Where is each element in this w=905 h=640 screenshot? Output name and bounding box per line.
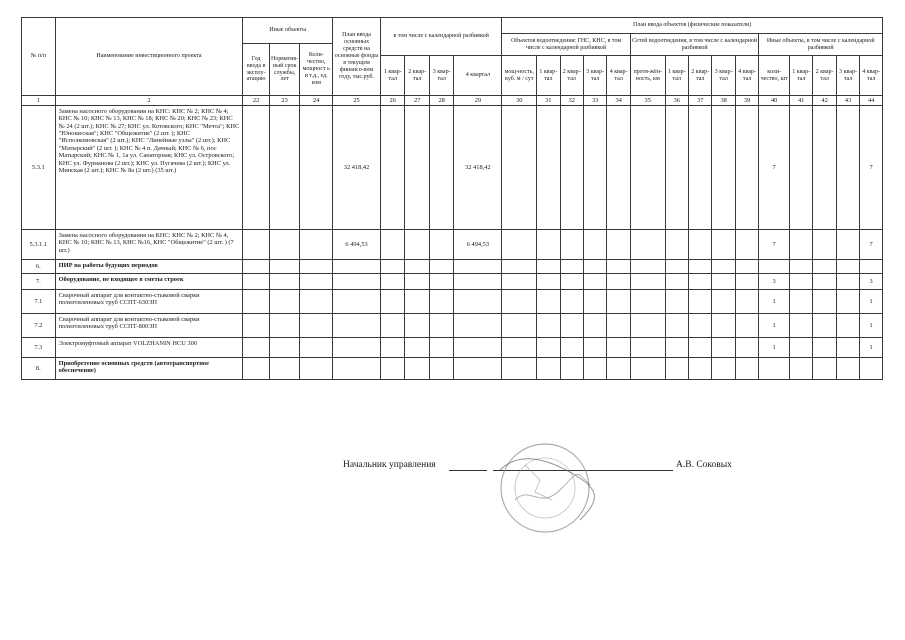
header-nq1: 1 квар-тал xyxy=(665,56,688,96)
empty-cell xyxy=(405,260,429,274)
empty-cell xyxy=(300,358,333,380)
row-object-count: 1 xyxy=(759,338,790,358)
empty-cell xyxy=(300,274,333,290)
empty-cell xyxy=(630,290,665,314)
empty-cell xyxy=(502,260,537,274)
empty-cell xyxy=(583,230,606,260)
empty-cell xyxy=(502,274,537,290)
empty-cell xyxy=(665,314,688,338)
empty-cell xyxy=(269,274,300,290)
empty-cell xyxy=(789,274,812,290)
table-row xyxy=(22,274,883,290)
empty-cell xyxy=(429,106,453,230)
empty-cell xyxy=(583,106,606,230)
colnum: 32 xyxy=(560,96,583,106)
empty-cell xyxy=(836,230,859,260)
header-quantity: Коли-чество, мощност ь и т.д., ед. изм xyxy=(300,44,333,96)
row-object-q4 xyxy=(860,260,883,274)
empty-cell xyxy=(243,338,270,358)
empty-cell xyxy=(712,358,735,380)
empty-cell xyxy=(300,230,333,260)
colnum: 36 xyxy=(665,96,688,106)
empty-cell xyxy=(502,314,537,338)
empty-cell xyxy=(429,260,453,274)
row-object-count: 1 xyxy=(759,290,790,314)
empty-cell xyxy=(813,260,836,274)
empty-cell xyxy=(688,314,711,338)
row-object-count: 1 xyxy=(759,314,790,338)
empty-cell xyxy=(665,106,688,230)
empty-cell xyxy=(429,230,453,260)
empty-cell xyxy=(735,260,758,274)
empty-cell xyxy=(269,106,300,230)
empty-cell xyxy=(300,314,333,338)
colnum: 40 xyxy=(759,96,790,106)
row-plan-funds xyxy=(333,290,381,314)
empty-cell xyxy=(243,314,270,338)
empty-cell xyxy=(665,290,688,314)
empty-cell xyxy=(735,274,758,290)
empty-cell xyxy=(502,338,537,358)
header-networks: Сетей водоотведения, в том числе с календарной разбивкой xyxy=(630,34,758,56)
row-object-count: 3 xyxy=(759,274,790,290)
colnum: 25 xyxy=(333,96,381,106)
row-number: 7.3 xyxy=(22,338,56,358)
row-number: 7. xyxy=(22,274,56,290)
empty-cell xyxy=(583,338,606,358)
row-q4-funds xyxy=(454,290,502,314)
column-number-row xyxy=(22,96,883,106)
empty-cell xyxy=(665,274,688,290)
colnum: 33 xyxy=(583,96,606,106)
empty-cell xyxy=(712,260,735,274)
empty-cell xyxy=(630,106,665,230)
empty-cell xyxy=(813,274,836,290)
empty-cell xyxy=(269,338,300,358)
empty-cell xyxy=(269,290,300,314)
empty-cell xyxy=(712,290,735,314)
header-q4: 4 квартал xyxy=(454,56,502,96)
colnum: 42 xyxy=(813,96,836,106)
empty-cell xyxy=(502,358,537,380)
header-nq3: 3 квар-тал xyxy=(712,56,735,96)
empty-cell xyxy=(607,358,630,380)
colnum: 24 xyxy=(300,96,333,106)
empty-cell xyxy=(630,314,665,338)
empty-cell xyxy=(537,290,560,314)
empty-cell xyxy=(712,338,735,358)
empty-cell xyxy=(712,230,735,260)
row-project-name: Сварочный аппарат для контактно-стыковой сварки полиэтиленовых труб ССПТ-800ЭП xyxy=(55,314,243,338)
empty-cell xyxy=(405,290,429,314)
colnum: 23 xyxy=(269,96,300,106)
colnum: 1 xyxy=(22,96,56,106)
empty-cell xyxy=(688,358,711,380)
row-number: 8. xyxy=(22,358,56,380)
row-project-name: Оборудование, не входящее в сметы строек xyxy=(55,274,243,290)
row-project-name: Сварочный аппарат для контактно-стыковой сварки полиэтиленовых труб ССПТ-630ЭП xyxy=(55,290,243,314)
empty-cell xyxy=(405,358,429,380)
empty-cell xyxy=(836,260,859,274)
empty-cell xyxy=(405,338,429,358)
empty-cell xyxy=(502,106,537,230)
empty-cell xyxy=(836,290,859,314)
header-oq4: 4 квар-тал xyxy=(860,56,883,96)
row-object-q4: 1 xyxy=(860,290,883,314)
header-q3: 3 квар-тал xyxy=(429,56,453,96)
empty-cell xyxy=(560,230,583,260)
colnum: 30 xyxy=(502,96,537,106)
row-q4-funds xyxy=(454,314,502,338)
empty-cell xyxy=(429,358,453,380)
empty-cell xyxy=(537,260,560,274)
empty-cell xyxy=(560,338,583,358)
empty-cell xyxy=(836,274,859,290)
empty-cell xyxy=(607,260,630,274)
colnum: 31 xyxy=(537,96,560,106)
row-q4-funds xyxy=(454,274,502,290)
empty-cell xyxy=(243,230,270,260)
header-project-name: Наименование инвестиционного проекта xyxy=(55,18,243,96)
empty-cell xyxy=(502,230,537,260)
row-object-count: 7 xyxy=(759,230,790,260)
empty-cell xyxy=(789,290,812,314)
empty-cell xyxy=(789,358,812,380)
empty-cell xyxy=(607,106,630,230)
row-plan-funds: 6 494,53 xyxy=(333,230,381,260)
empty-cell xyxy=(381,260,405,274)
row-object-count xyxy=(759,260,790,274)
empty-cell xyxy=(688,106,711,230)
empty-cell xyxy=(405,230,429,260)
empty-cell xyxy=(537,274,560,290)
empty-cell xyxy=(836,358,859,380)
empty-cell xyxy=(665,358,688,380)
empty-cell xyxy=(537,230,560,260)
header-gq2: 2 квар-тал xyxy=(560,56,583,96)
row-object-q4 xyxy=(860,358,883,380)
empty-cell xyxy=(688,338,711,358)
header-q1: 1 квар-тал xyxy=(381,56,405,96)
empty-cell xyxy=(405,274,429,290)
row-number: 5.3.1 xyxy=(22,106,56,230)
table-row xyxy=(22,358,883,380)
empty-cell xyxy=(688,260,711,274)
empty-cell xyxy=(735,358,758,380)
empty-cell xyxy=(583,314,606,338)
empty-cell xyxy=(630,358,665,380)
row-plan-funds xyxy=(333,260,381,274)
empty-cell xyxy=(583,274,606,290)
empty-cell xyxy=(269,314,300,338)
empty-cell xyxy=(560,106,583,230)
row-q4-funds xyxy=(454,358,502,380)
header-year-in: Год ввода в эксплу-атацию xyxy=(243,44,270,96)
row-q4-funds xyxy=(454,338,502,358)
header-num: № п/п xyxy=(22,18,56,96)
empty-cell xyxy=(813,358,836,380)
empty-cell xyxy=(537,314,560,338)
header-other-objects: Иные объекты xyxy=(243,18,333,44)
header-capacity: мощ-ность, куб. м / сут xyxy=(502,56,537,96)
row-plan-funds xyxy=(333,314,381,338)
empty-cell xyxy=(381,290,405,314)
empty-cell xyxy=(583,290,606,314)
header-nq4: 4 квар-тал xyxy=(735,56,758,96)
empty-cell xyxy=(583,358,606,380)
official-stamp xyxy=(480,430,610,540)
empty-cell xyxy=(583,260,606,274)
colnum: 39 xyxy=(735,96,758,106)
empty-cell xyxy=(381,230,405,260)
row-project-name: Электромуфтовый аппарат VOLZHANIN HCU 300 xyxy=(55,338,243,358)
empty-cell xyxy=(537,338,560,358)
header-incl-quarterly: в том числе с календарной разбивкой xyxy=(381,18,502,56)
empty-cell xyxy=(836,338,859,358)
row-number: 7.2 xyxy=(22,314,56,338)
colnum: 26 xyxy=(381,96,405,106)
empty-cell xyxy=(630,230,665,260)
empty-cell xyxy=(813,338,836,358)
investment-table xyxy=(21,17,883,380)
empty-cell xyxy=(789,314,812,338)
empty-cell xyxy=(607,338,630,358)
colnum: 37 xyxy=(688,96,711,106)
empty-cell xyxy=(243,260,270,274)
empty-cell xyxy=(381,358,405,380)
empty-cell xyxy=(630,260,665,274)
empty-cell xyxy=(735,314,758,338)
empty-cell xyxy=(405,314,429,338)
header-gq1: 1 квар-тал xyxy=(537,56,560,96)
empty-cell xyxy=(300,338,333,358)
empty-cell xyxy=(560,260,583,274)
colnum: 35 xyxy=(630,96,665,106)
empty-cell xyxy=(381,338,405,358)
header-oq1: 1 квар-тал xyxy=(789,56,812,96)
empty-cell xyxy=(836,314,859,338)
row-plan-funds xyxy=(333,274,381,290)
colnum: 22 xyxy=(243,96,270,106)
empty-cell xyxy=(688,274,711,290)
empty-cell xyxy=(735,106,758,230)
empty-cell xyxy=(735,338,758,358)
row-q4-funds: 6 494,53 xyxy=(454,230,502,260)
empty-cell xyxy=(789,106,812,230)
empty-cell xyxy=(429,290,453,314)
empty-cell xyxy=(560,274,583,290)
row-q4-funds xyxy=(454,260,502,274)
empty-cell xyxy=(537,106,560,230)
empty-cell xyxy=(789,338,812,358)
header-count: коли-чество, шт xyxy=(759,56,790,96)
empty-cell xyxy=(735,290,758,314)
empty-cell xyxy=(381,106,405,230)
empty-cell xyxy=(688,290,711,314)
empty-cell xyxy=(607,274,630,290)
row-plan-funds: 32 418,42 xyxy=(333,106,381,230)
empty-cell xyxy=(381,274,405,290)
empty-cell xyxy=(560,290,583,314)
empty-cell xyxy=(300,260,333,274)
header-gq3: 3 квар-тал xyxy=(583,56,606,96)
empty-cell xyxy=(789,230,812,260)
empty-cell xyxy=(630,274,665,290)
empty-cell xyxy=(560,358,583,380)
row-project-name: Замена насосного оборудования на КНС: КНС № 2; КНС № 4, КНС № 10; КНС № 13, КНС №16, КНС "Общежитие" (2 шт. ) (7 шт.) xyxy=(55,230,243,260)
row-object-q4: 7 xyxy=(860,230,883,260)
empty-cell xyxy=(429,274,453,290)
header-oq3: 3 квар-тал xyxy=(836,56,859,96)
colnum: 28 xyxy=(429,96,453,106)
row-number: 5.3.1.1 xyxy=(22,230,56,260)
header-other-obj-plan: Иные объекты, в том числе с календарной разбивкой xyxy=(759,34,883,56)
empty-cell xyxy=(405,106,429,230)
row-object-count: 7 xyxy=(759,106,790,230)
empty-cell xyxy=(269,358,300,380)
empty-cell xyxy=(813,106,836,230)
empty-cell xyxy=(665,230,688,260)
empty-cell xyxy=(429,338,453,358)
row-plan-funds xyxy=(333,358,381,380)
row-number: 7.1 xyxy=(22,290,56,314)
empty-cell xyxy=(537,358,560,380)
empty-cell xyxy=(300,106,333,230)
empty-cell xyxy=(688,230,711,260)
empty-cell xyxy=(560,314,583,338)
empty-cell xyxy=(381,314,405,338)
header-q2: 2 квар-тал xyxy=(405,56,429,96)
row-object-q4: 7 xyxy=(860,106,883,230)
row-number: 6. xyxy=(22,260,56,274)
table-row xyxy=(22,290,883,314)
header-oq2: 2 квар-тал xyxy=(813,56,836,96)
row-q4-funds: 32 418,42 xyxy=(454,106,502,230)
colnum: 2 xyxy=(55,96,243,106)
row-project-name: Замена насосного оборудования на КНС: КНС № 2; КНС № 4; КНС № 10; КНС № 13, КНС № 18; КНС № 20; КНС № 23; КНС № 24 (2 шт.); КНС № 27; КНС ул. Котовского; КНС "Мечта"; КНС "Юношеская"; КНС "Общежитие" (2 шт. ); КНС "Исполкомовская" (2 шт.); КНС "Линейные узлы" (2 шт.); КНС "Матырский" (2 шт. ); КНС № 4 п. Дачный; КНС № 6, пос Матырский; КНС № 1, 1а ул. Санаторная; КНС ул. Островского; КНС ул. Фурманова (2 шт.); КНС ул. Пугачева (2 шт.); КНС ул. Минская (2 шт.); КНС № 8а (2 шт.) (35 шт.) xyxy=(55,106,243,230)
empty-cell xyxy=(243,106,270,230)
row-project-name: Приобретение основных средств (автотранспортное обеспечение) xyxy=(55,358,243,380)
empty-cell xyxy=(789,260,812,274)
header-length: протя-жён-ность, км xyxy=(630,56,665,96)
empty-cell xyxy=(300,290,333,314)
signature-name: А.В. Соковых xyxy=(676,460,732,470)
empty-cell xyxy=(665,338,688,358)
header-gns: Объектов водоотведения: ГНС, КНС, в том числе с календарной разбивкой xyxy=(502,34,630,56)
row-project-name: ПИР на работы будущих периодов xyxy=(55,260,243,274)
empty-cell xyxy=(269,230,300,260)
header-plan-funds: План ввода основных средств на основные фонды в текущем финансо-вом году, тыс.руб. xyxy=(333,18,381,96)
empty-cell xyxy=(735,230,758,260)
empty-cell xyxy=(607,290,630,314)
colnum: 38 xyxy=(712,96,735,106)
colnum: 34 xyxy=(607,96,630,106)
empty-cell xyxy=(243,290,270,314)
colnum: 43 xyxy=(836,96,859,106)
header-plan-objects: План ввода объектов (физические показатели) xyxy=(502,18,883,34)
row-object-q4: 1 xyxy=(860,314,883,338)
empty-cell xyxy=(502,290,537,314)
header-gq4: 4 квар-тал xyxy=(607,56,630,96)
empty-cell xyxy=(607,314,630,338)
colnum: 27 xyxy=(405,96,429,106)
empty-cell xyxy=(813,314,836,338)
row-object-q4: 1 xyxy=(860,338,883,358)
table-row xyxy=(22,106,883,230)
empty-cell xyxy=(813,230,836,260)
table-row xyxy=(22,338,883,358)
table-row xyxy=(22,230,883,260)
row-plan-funds xyxy=(333,338,381,358)
empty-cell xyxy=(712,274,735,290)
table-row xyxy=(22,314,883,338)
colnum: 44 xyxy=(860,96,883,106)
empty-cell xyxy=(269,260,300,274)
empty-cell xyxy=(630,338,665,358)
empty-cell xyxy=(813,290,836,314)
empty-cell xyxy=(607,230,630,260)
header-norm-life: Норматив-ный срок службы, лет xyxy=(269,44,300,96)
row-object-count xyxy=(759,358,790,380)
colnum: 41 xyxy=(789,96,812,106)
empty-cell xyxy=(712,106,735,230)
empty-cell xyxy=(429,314,453,338)
signature-title: Начальник управления xyxy=(343,460,436,470)
colnum: 29 xyxy=(454,96,502,106)
row-object-q4: 3 xyxy=(860,274,883,290)
header-nq2: 2 квар-тал xyxy=(688,56,711,96)
empty-cell xyxy=(665,260,688,274)
empty-cell xyxy=(712,314,735,338)
empty-cell xyxy=(243,358,270,380)
empty-cell xyxy=(836,106,859,230)
empty-cell xyxy=(243,274,270,290)
table-row xyxy=(22,260,883,274)
